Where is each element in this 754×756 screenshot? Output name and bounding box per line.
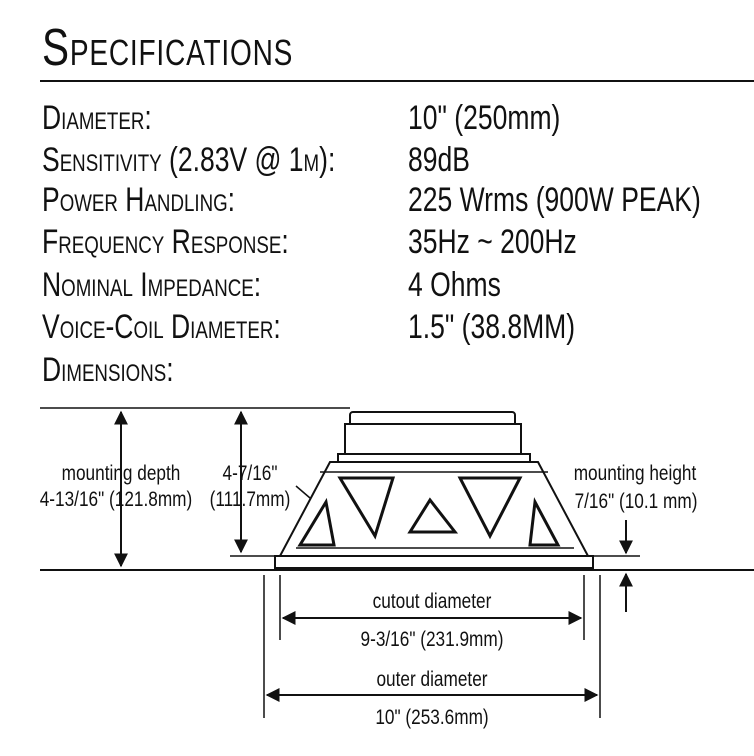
mounting-height-value: 7/16" (10.1 mm)	[574, 490, 698, 513]
spec-label: Frequency Response:	[42, 223, 289, 261]
spec-label: Sensitivity (2.83V @ 1m):	[42, 141, 336, 179]
outer-diameter-label: outer diameter	[376, 668, 488, 691]
spec-label: Dimensions:	[42, 351, 174, 389]
spec-value: 89dB	[408, 141, 470, 179]
cutout-diameter-label: cutout diameter	[372, 590, 492, 613]
inner-depth-label: 4-7/16"	[222, 462, 278, 485]
spec-label: Nominal Impedance:	[42, 266, 262, 304]
spec-value: 4 Ohms	[408, 266, 501, 304]
page-title: Specifications	[42, 19, 294, 77]
mounting-height-label: mounting height	[573, 462, 697, 485]
spec-label: Diameter:	[42, 99, 152, 137]
spec-value: 1.5" (38.8MM)	[408, 308, 576, 346]
spec-label: Voice-Coil Diameter:	[42, 308, 281, 346]
mounting-depth-label: mounting depth	[61, 462, 181, 485]
spec-value: 10" (250mm)	[408, 99, 561, 137]
spec-label: Power Handling:	[42, 181, 236, 219]
outer-diameter-value: 10" (253.6mm)	[375, 706, 489, 729]
inner-depth-value: (111.7mm)	[209, 488, 291, 511]
cutout-diameter-value: 9-3/16" (231.9mm)	[360, 628, 504, 651]
mounting-depth-value: 4-13/16" (121.8mm)	[39, 488, 193, 511]
spec-value: 35Hz ~ 200Hz	[408, 223, 577, 261]
spec-value: 225 Wrms (900W PEAK)	[408, 181, 701, 219]
